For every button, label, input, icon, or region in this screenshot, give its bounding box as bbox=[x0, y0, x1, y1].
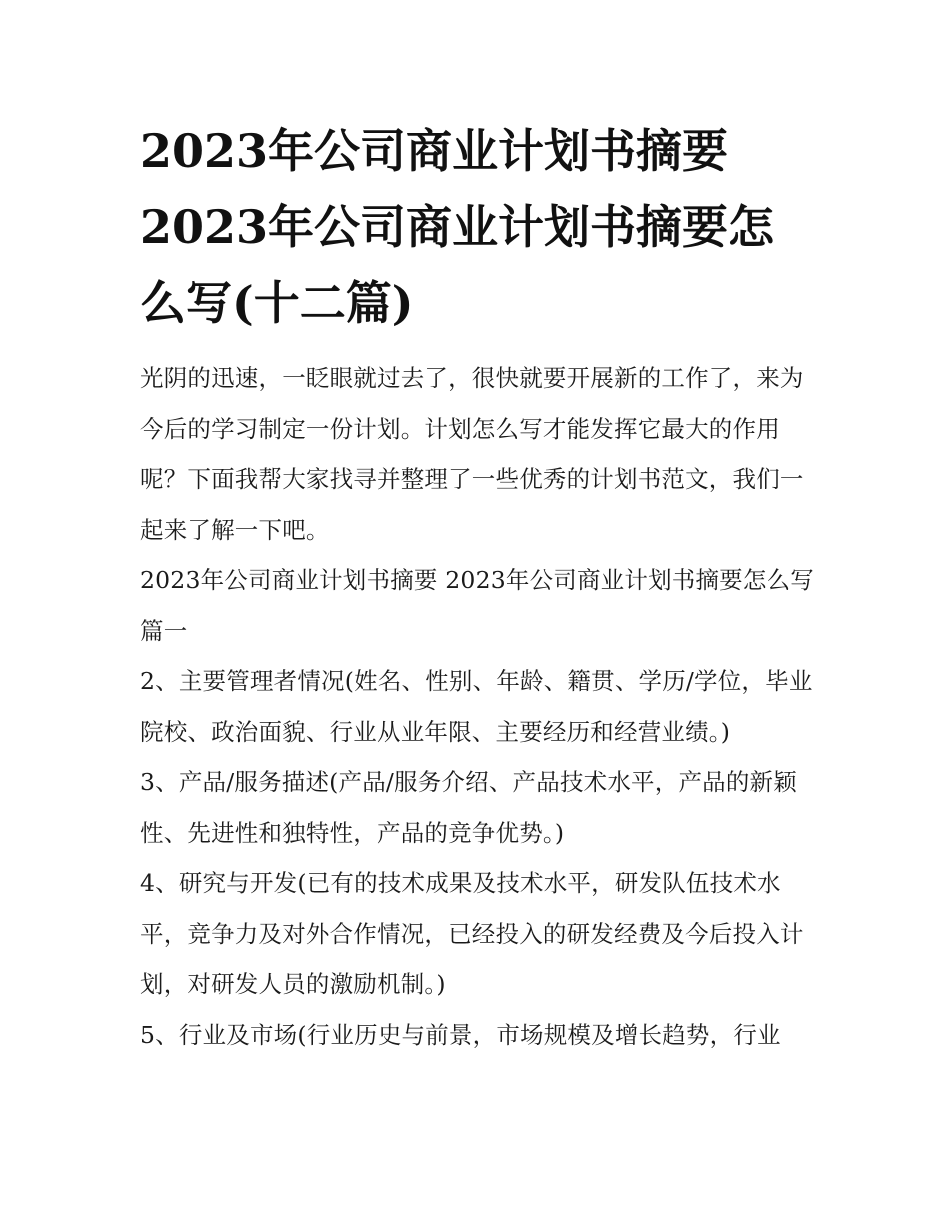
list-item-research: 4、研究与开发(已有的技术成果及技术水平，研发队伍技术水平，竞争力及对外合作情况，已经投入的研发经费及今后投入计划，对研发人员的激励机制。) bbox=[140, 869, 804, 998]
document-title: 2023年公司商业计划书摘要 2023年公司商业计划书摘要怎么写(十二篇) bbox=[140, 124, 775, 330]
document-body bbox=[140, 353, 820, 1060]
section-heading-paragraph: 2023年公司商业计划书摘要 2023年公司商业计划书摘要怎么写篇一 bbox=[140, 566, 814, 645]
intro-paragraph: 光阴的迅速，一眨眼就过去了，很快就要开展新的工作了，来为今后的学习制定一份计划。计划怎么写才能发挥它最大的作用呢？下面我帮大家找寻并整理了一些优秀的计划书范文，我们一起来了解一下吧。 bbox=[140, 364, 804, 544]
list-item-management: 2、主要管理者情况(姓名、性别、年龄、籍贯、学历/学位，毕业院校、政治面貌、行业从业年限、主要经历和经营业绩。) bbox=[140, 667, 813, 746]
list-item-industry: 5、行业及市场(行业历史与前景，市场规模及增长趋势，行业 bbox=[140, 1020, 781, 1049]
list-item-product: 3、产品/服务描述(产品/服务介绍、产品技术水平，产品的新颖性、先进性和独特性，产品的竞争优势。) bbox=[140, 768, 797, 847]
